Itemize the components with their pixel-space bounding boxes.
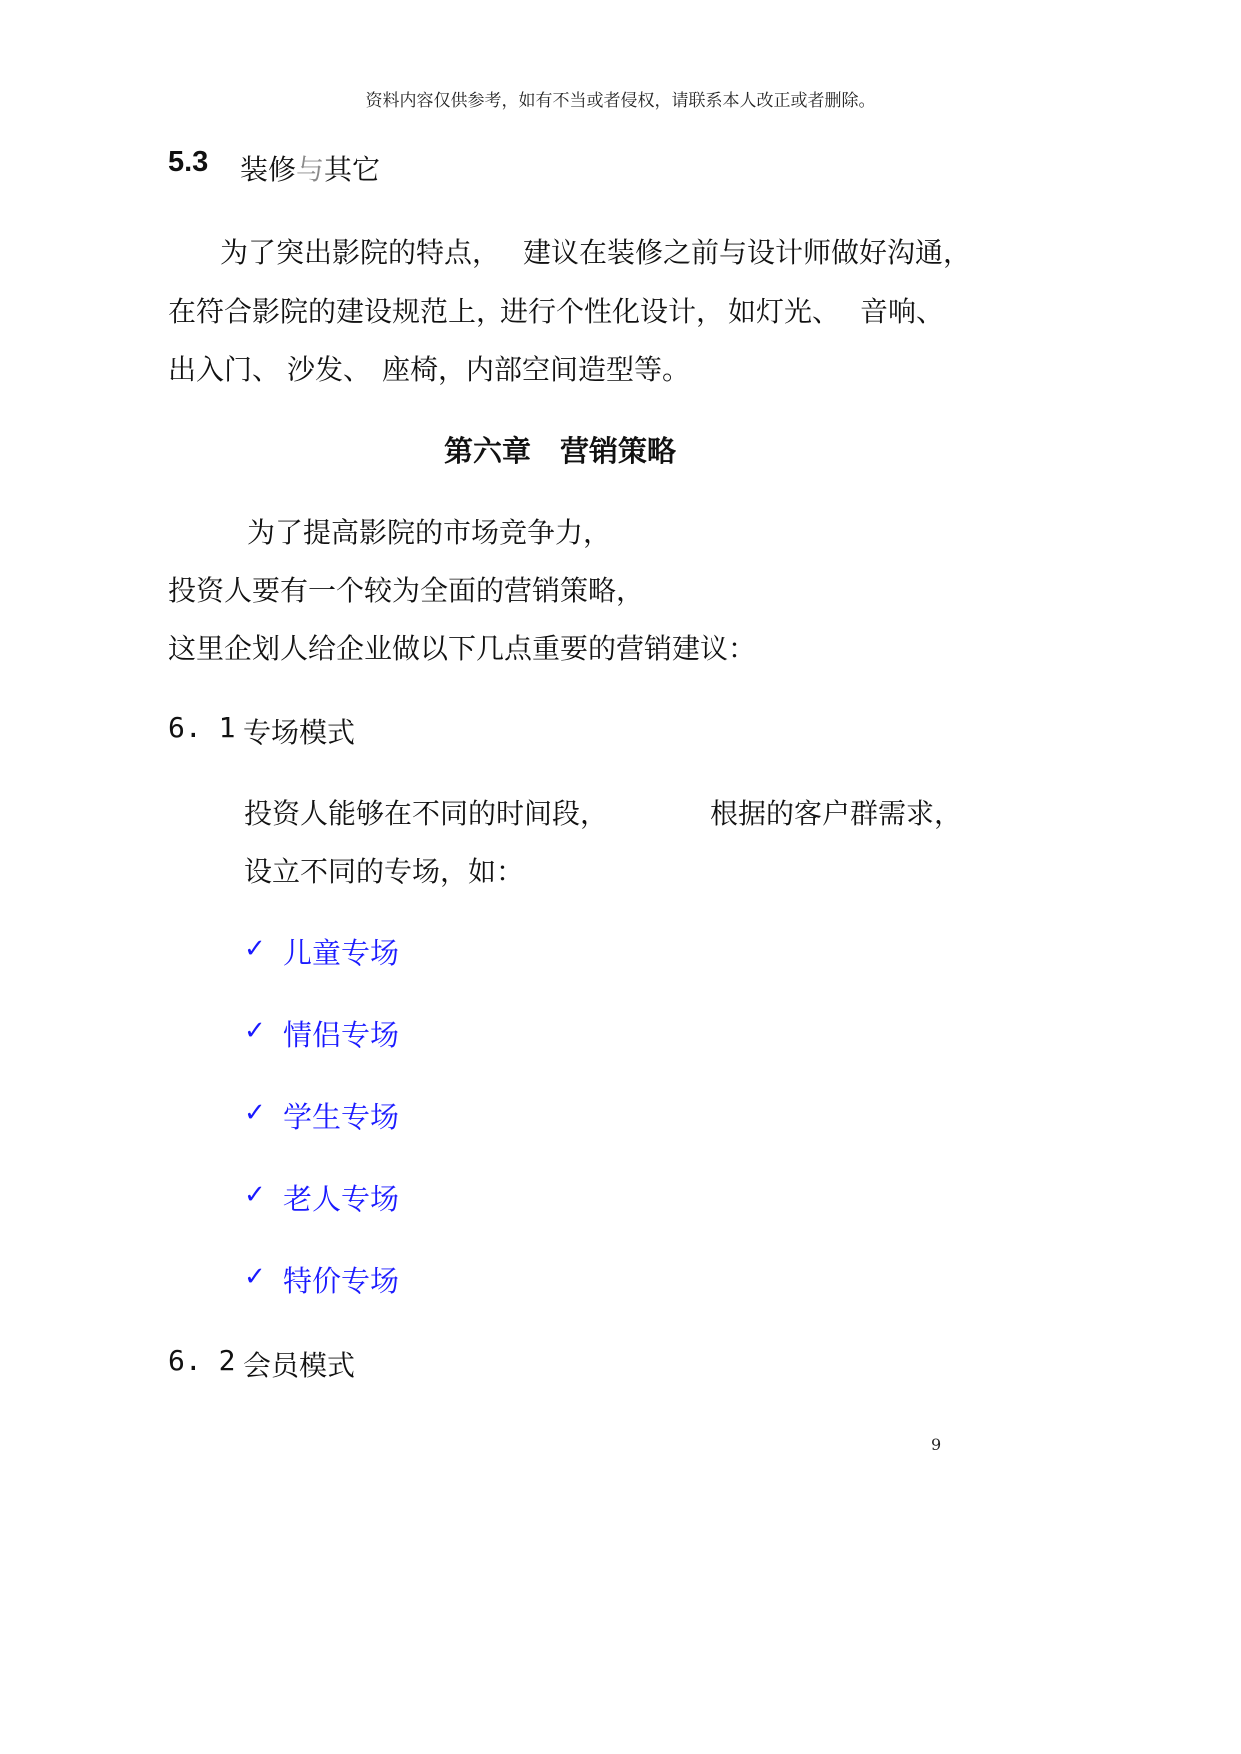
section-number-5-3: 5.3 (168, 146, 209, 178)
check-icon: ✓ (244, 1262, 266, 1292)
list-item: 特价专场 (283, 1264, 400, 1298)
list-item: 情侣专场 (283, 1018, 400, 1052)
paragraph-5-3-line2c: 如灯光、 (728, 295, 841, 328)
section-title-5-3 (240, 148, 380, 188)
section-title-6-1: 专场模式 (243, 716, 356, 749)
check-icon: ✓ (244, 1098, 266, 1128)
chapter-intro-line2: 投资人要有一个较为全面的营销策略， (168, 574, 645, 607)
chapter-intro-line3: 这里企划人给企业做以下几点重要的营销建议： (168, 632, 757, 665)
check-icon: ✓ (244, 1180, 266, 1210)
paragraph-5-3-line2a: 在符合影院的建设规范上， (168, 295, 505, 328)
section-title-6-2: 会员模式 (243, 1349, 356, 1382)
paragraph-5-3-line2b: 进行个性化设计， (500, 295, 725, 328)
section-number-6-2: 6. 2 (168, 1344, 236, 1377)
paragraph-5-3-line3a: 出入门、 (168, 353, 281, 386)
page-number: 9 (931, 1435, 942, 1454)
paragraph-5-3-line3c: 座椅，内部空间造型等。 (382, 353, 691, 386)
paragraph-6-1-line1b: 根据的客户群需求， (710, 797, 963, 830)
paragraph-5-3-line3b: 沙发、 (287, 353, 372, 386)
list-item: 儿童专场 (283, 936, 400, 970)
list-item: 学生专场 (283, 1100, 400, 1134)
chapter-intro-line1: 为了提高影院的市场竞争力， (247, 516, 612, 549)
paragraph-5-3-line2d: 音响、 (860, 295, 945, 328)
paragraph-5-3-line1a: 为了突出影院的特点， (220, 236, 501, 269)
check-icon: ✓ (244, 934, 266, 964)
paragraph-6-1-line1a: 投资人能够在不同的时间段， (244, 797, 609, 830)
header-disclaimer: 资料内容仅供参考，如有不当或者侵权，请联系本人改正或者删除。 (365, 91, 876, 111)
paragraph-6-1-line2: 设立不同的专场，如： (244, 855, 525, 888)
paragraph-5-3-line1b: 建议在装修之前与设计师做好沟通， (523, 236, 972, 269)
check-icon: ✓ (244, 1016, 266, 1046)
section-title-gray-char: 与 (296, 153, 325, 186)
section-number-6-1: 6. 1 (168, 711, 236, 744)
section-title-part2: 其它 (324, 153, 381, 186)
section-title-part1: 装修 (240, 153, 297, 186)
chapter-title: 第六章 营销策略 (444, 434, 677, 468)
list-item: 老人专场 (283, 1182, 400, 1216)
